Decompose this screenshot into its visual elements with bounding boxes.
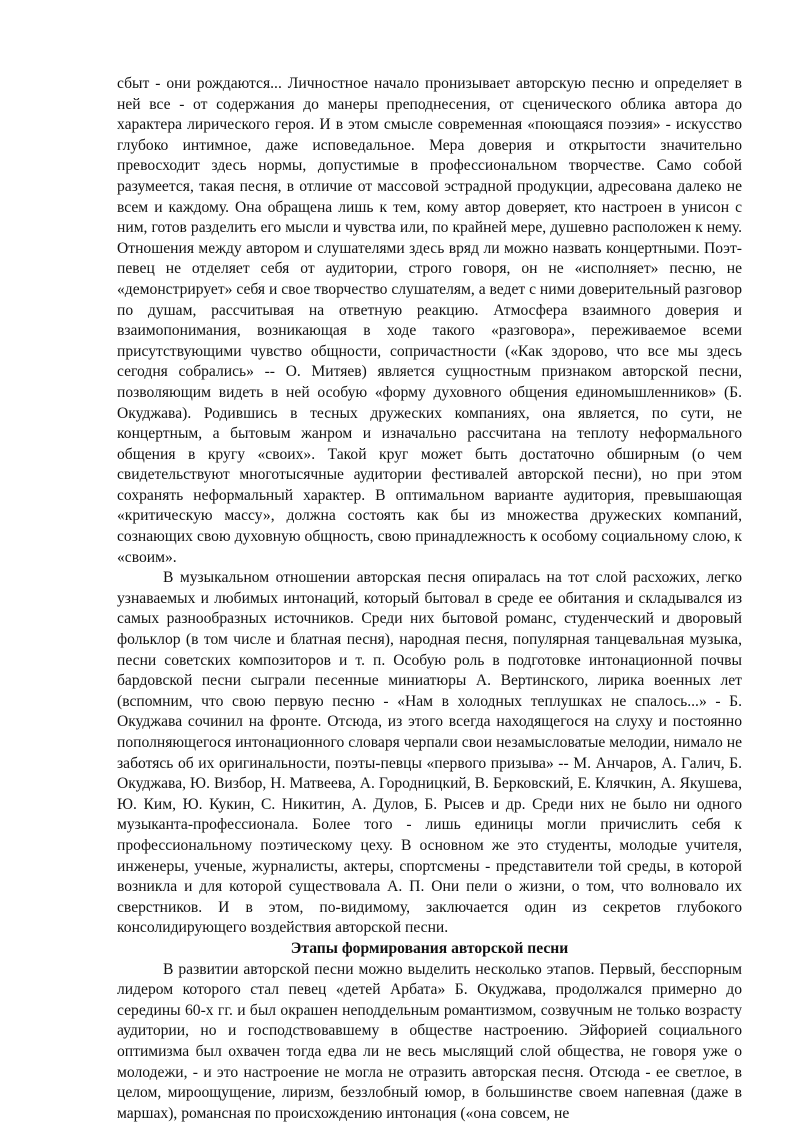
section-heading: Этапы формирования авторской песни	[290, 939, 569, 957]
paragraph-development-stages: В развитии авторской песни можно выделить несколько этапов. Первый, бесспорным лидером которого стал певец «детей Арбата» Б. Окуджава, продолжался примерно до середины 60-х гг. и был окрашен неподдельным романтизмом, созвучным не только возрасту аудитории, но и господствовавшему в обществе настроению. Эйфорией социального оптимизма был охвачен тогда едва ли не весь мыслящий слой общества, не говоря уже о молодежи, - и это настроение не могла не отразить авторская песня. Отсюда - ее светлое, в целом, мироощущение, лиризм, беззлобный юмор, в большинстве своем напевная (даже в маршах), романсная по происхождению интонация («она совсем, не	[117, 960, 742, 1122]
document-page	[117, 74, 742, 1124]
paragraph-musical-aspect: В музыкальном отношении авторская песня опиралась на тот слой расхожих, легко узнаваемых и любимых интонаций, который бытовал в среде ее обитания и складывался из самых разнообразных источников. Среди них бытовой романс, студенческий и дворовый фольклор (в том числе и блатная песня), народная песня, популярная танцевальная музыка, песни советских композиторов и т. п. Особую роль в подготовке интонационной почвы бардовской песни сыграли песенные миниатюры А. Вертинского, лирика военных лет (вспомним, что свою первую песню - «Нам в холодных теплушках не спалось...» - Б. Окуджава сочинил на фронте. Отсюда, из этого всегда находящегося на слуху и постоянно пополняющегося интонационного словаря черпали свои незамысловатые мелодии, нимало не заботясь об их оригинальности, поэты-певцы «первого призыва» -- М. Анчаров, А. Галич, Б. Окуджава, Ю. Визбор, Н. Матвеева, А. Городницкий, В. Берковский, Е. Клячкин, А. Якушева, Ю. Ким, Ю. Кукин, С. Никитин, А. Дулов, Б. Рысев и др. Среди них не было ни одного музыканта-профессионала. Более того - лишь единицы могли причислить себя к профессиональному поэтическому цеху. В основном же это студенты, молодые учителя, инженеры, ученые, журналисты, актеры, спортсмены - представители той среды, в которой возникла и для которой существовала А. П. Они пели о жизни, о том, что волновало их сверстников. И в этом, по-видимому, заключается один из секретов глубокого консолидирующего воздействия авторской песни.	[117, 569, 742, 937]
paragraph-personal-nature: сбыт - они рождаются... Личностное начало пронизывает авторскую песню и определяет в ней все - от содержания до манеры преподнесения, от сценического облика автора до характера лирического героя. И в этом смысле современная «поющаяся поэзия» - искусство глубоко интимное, даже исповедальное. Мера доверия и открытости значительно превосходит здесь нормы, допустимые в профессиональном творчестве. Само собой разумеется, такая песня, в отличие от массовой эстрадной продукции, адресована далеко не всем и каждому. Она обращена лишь к тем, кому автор доверяет, кто настроен в унисон с ним, готов разделить его мысли и чувства или, по крайней мере, душевно расположен к нему. Отношения между автором и слушателями здесь вряд ли можно назвать концертными. Поэт-певец не отделяет себя от аудитории, строго говоря, он не «исполняет» песню, не «демонстрирует» себя и свое творчество слушателям, а ведет с ними доверительный разговор по душам, рассчитывая на ответную реакцию. Атмосфера взаимного доверия и взаимопонимания, возникающая в ходе такого «разговора», переживаемое всеми присутствующими чувство общности, сопричастности («Как здорово, что все мы здесь сегодня собрались» -- О. Митяев) является сущностным признаком авторской песни, позволяющим видеть в ней особую «форму духовного общения единомышленников» (Б. Окуджава). Родившись в тесных дружеских компаниях, она является, по сути, не концертным, а бытовым жанром и изначально рассчитана на теплоту неформального общения в кругу «своих». Такой круг может быть достаточно обширным (о чем свидетельствуют многотысячные аудитории фестивалей авторской песни), но при этом сохранять неформальный характер. В оптимальном варианте аудитория, превышающая «критическую массу», должна состоять как бы из множества дружеских компаний, сознающих свою духовную общность, свою принадлежность к особому социальному слою, к «своим».	[117, 75, 743, 566]
